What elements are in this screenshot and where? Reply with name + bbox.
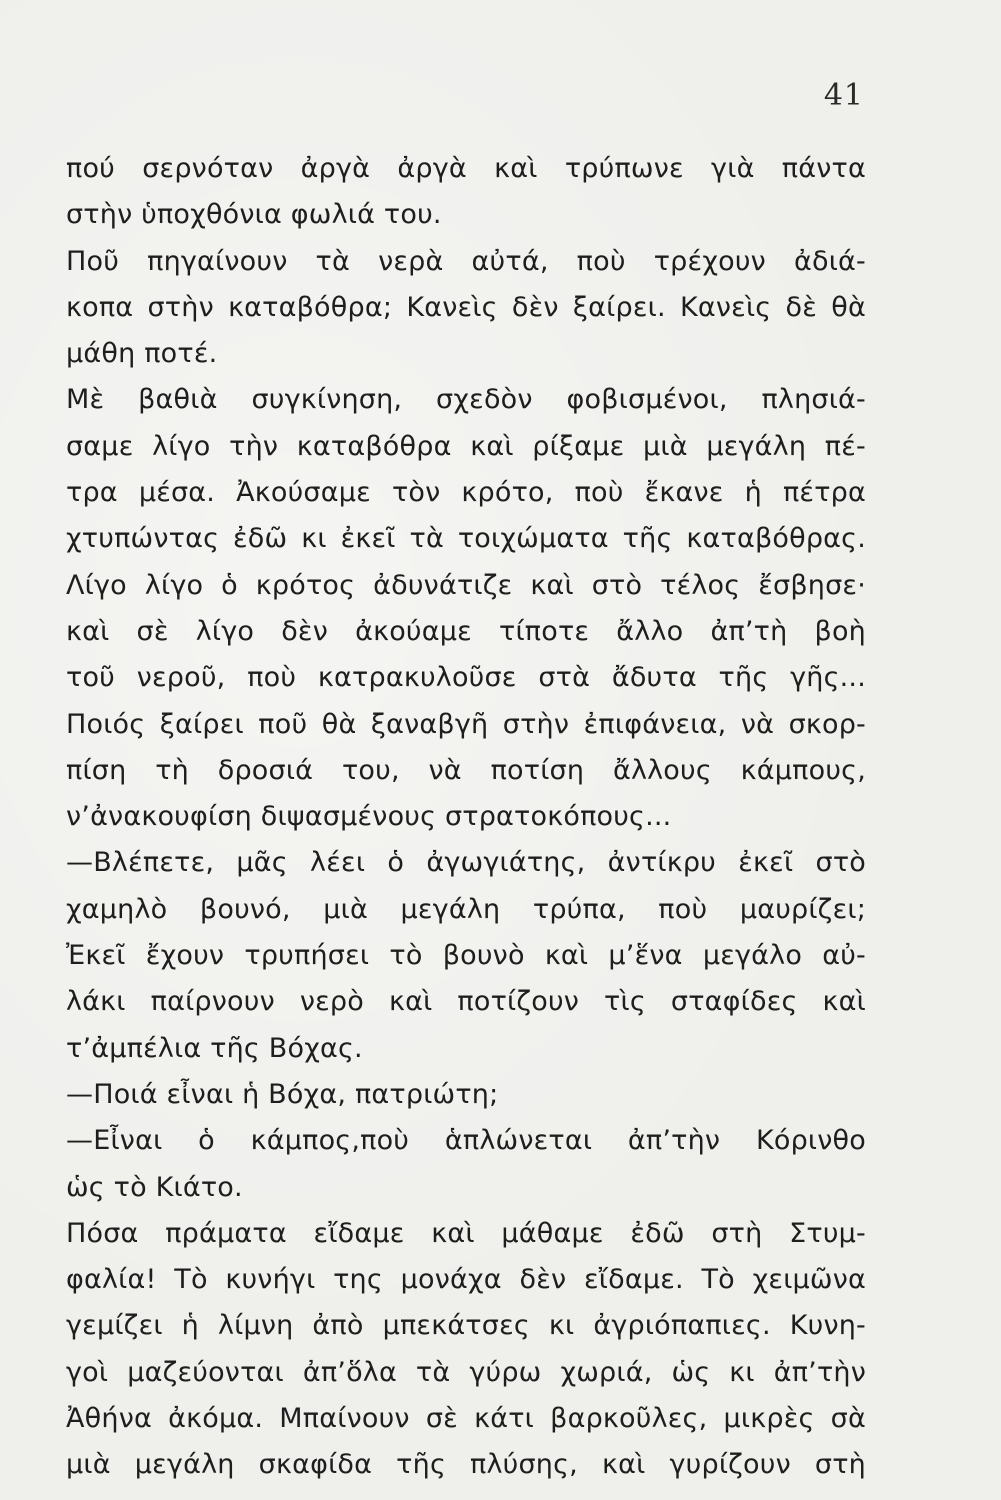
text-line: Πόσα πράματα εἴδαμε καὶ μάθαμε ἐδῶ στὴ Στυμ- <box>66 1217 866 1249</box>
text-line: ὡς τὸ Κιάτο. <box>66 1171 243 1203</box>
text-line: Ἐκεῖ ἔχουν τρυπήσει τὸ βουνὸ καὶ μ’ἕνα μεγάλο αὐ- <box>66 940 866 972</box>
body-text <box>66 146 866 1489</box>
text-line: σαμε λίγο τὴν καταβόθρα καὶ ρίξαμε μιὰ μεγάλη πέ- <box>66 430 866 462</box>
text-line: τρα μέσα. Ἀκούσαμε τὸν κρότο, ποὺ ἔκανε ἡ πέτρα <box>66 477 866 509</box>
text-line: μάθη ποτέ. <box>66 338 218 370</box>
text-line: στὴν ὑποχθόνια φωλιά του. <box>66 199 442 231</box>
text-line: φαλία! Τὸ κυνήγι της μονάχα δὲν εἴδαμε. Τὸ χειμῶνα <box>66 1264 866 1296</box>
text-line: τοῦ νεροῦ, ποὺ κατρακυλοῦσε στὰ ἄδυτα τῆς γῆς... <box>66 662 866 694</box>
text-line: ν’ἀνακουφίση διψασμένους στρατοκόπους... <box>66 801 672 833</box>
text-line: Ποιός ξαίρει ποῦ θὰ ξαναβγῆ στὴν ἐπιφάνεια, νὰ σκορ- <box>66 708 866 740</box>
text-line: γοὶ μαζεύονται ἀπ’ὅλα τὰ γύρω χωριά, ὡς κι ἀπ’τὴν <box>66 1356 866 1388</box>
text-line: λάκι παίρνουν νερὸ καὶ ποτίζουν τὶς σταφίδες καὶ <box>66 986 866 1018</box>
text-line: Ποῦ πηγαίνουν τὰ νερὰ αὐτά, ποὺ τρέχουν ἀδιά- <box>66 245 866 277</box>
text-line: χαμηλὸ βουνό, μιὰ μεγάλη τρύπα, ποὺ μαυρίζει; <box>66 893 866 925</box>
page-number: 41 <box>823 78 864 113</box>
text-line: τ’ἀμπέλια τῆς Βόχας. <box>66 1032 363 1064</box>
text-line: μιὰ μεγάλη σκαφίδα τῆς πλύσης, καὶ γυρίζουν στὴ <box>66 1449 866 1481</box>
text-line: κοπα στὴν καταβόθρα; Κανεὶς δὲν ξαίρει. Κανεὶς δὲ θὰ <box>66 291 866 323</box>
text-line: Μὲ βαθιὰ συγκίνηση, σχεδὸν φοβισμένοι, πλησιά- <box>66 384 866 416</box>
text-line: καὶ σὲ λίγο δὲν ἀκούαμε τίποτε ἄλλο ἀπ’τὴ βοὴ <box>66 615 866 647</box>
text-line: —Βλέπετε, μᾶς λέει ὁ ἀγωγιάτης, ἀντίκρυ ἐκεῖ στὸ <box>66 847 866 879</box>
text-line: γεμίζει ἡ λίμνη ἀπὸ μπεκάτσες κι ἀγριόπαπιες. Κυνη- <box>66 1310 866 1342</box>
text-line: πού σερνόταν ἀργὰ ἀργὰ καὶ τρύπωνε γιὰ πάντα <box>66 153 866 184</box>
text-line: —Ποιά εἶναι ἡ Βόχα, πατριώτη; <box>66 1078 499 1110</box>
text-line: —Εἶναι ὁ κάμπος,ποὺ ἁπλώνεται ἀπ’τὴν Κόρινθο <box>66 1125 866 1157</box>
text-line: πίση τὴ δροσιά του, νὰ ποτίση ἄλλους κάμπους, <box>66 754 866 786</box>
text-line: Ἀθήνα ἀκόμα. Μπαίνουν σὲ κάτι βαρκοῦλες, μικρὲς σὰ <box>66 1403 866 1435</box>
text-line: Λίγο λίγο ὁ κρότος ἀδυνάτιζε καὶ στὸ τέλος ἔσβησε· <box>66 569 866 601</box>
text-line: χτυπώντας ἐδῶ κι ἐκεῖ τὰ τοιχώματα τῆς καταβόθρας. <box>66 523 866 555</box>
